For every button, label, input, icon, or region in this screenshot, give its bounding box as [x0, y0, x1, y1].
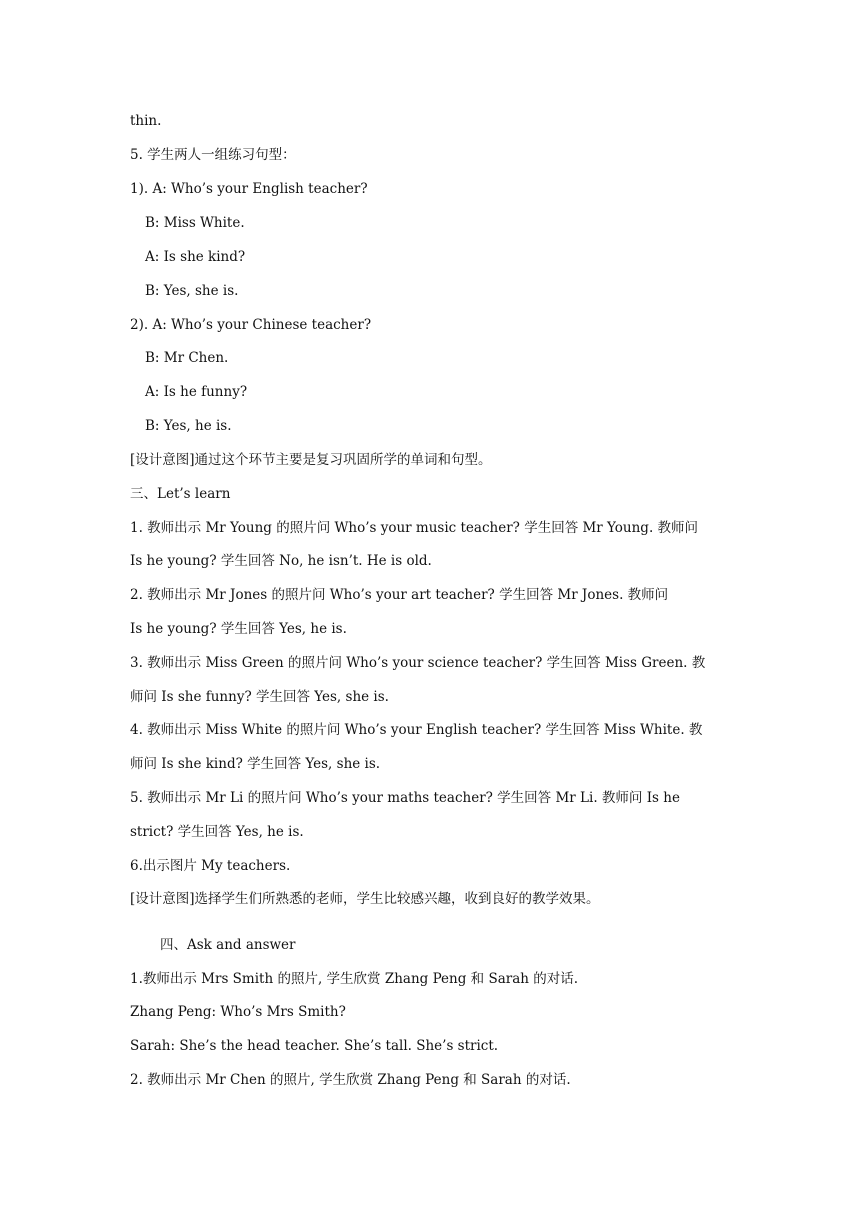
text-line: 师问 Is she kind? 学生回答 Yes, she is. [130, 756, 381, 772]
text-line: Is he young? 学生回答 Yes, he is. [130, 621, 347, 637]
text-line: 师问 Is she funny? 学生回答 Yes, she is. [130, 689, 389, 705]
text-line: B: Yes, she is. [145, 283, 239, 299]
text-line: Sarah: She’s the head teacher. She’s tall. She’s strict. [130, 1038, 499, 1054]
text-line: 5. 学生两人一组练习句型： [130, 147, 296, 163]
text-line: A: Is he funny? [145, 384, 248, 400]
text-line: 3. 教师出示 Miss Green 的照片问 Who’s your science teacher? 学生回答 Miss Green. 教 [130, 655, 706, 671]
design-intent-note: [设计意图]通过这个环节主要是复习巩固所学的单词和句型。 [130, 452, 492, 468]
text-line: 2). A: Who’s your Chinese teacher? [130, 317, 372, 333]
text-line: strict? 学生回答 Yes, he is. [130, 824, 304, 840]
text-line: B: Miss White. [145, 215, 245, 231]
text-line: B: Mr Chen. [145, 350, 229, 366]
text-line: 1.教师出示 Mrs Smith 的照片, 学生欣赏 Zhang Peng 和 Sarah 的对话. [130, 971, 579, 987]
text-line: 1. 教师出示 Mr Young 的照片问 Who’s your music teacher? 学生回答 Mr Young. 教师问 [130, 520, 699, 536]
section-heading: 四、Ask and answer [160, 937, 296, 953]
text-line: thin. [130, 113, 162, 129]
text-line: Is he young? 学生回答 No, he isn’t. He is old. [130, 553, 432, 569]
text-line: 2. 教师出示 Mr Chen 的照片, 学生欣赏 Zhang Peng 和 Sarah 的对话. [130, 1072, 571, 1088]
text-line: Zhang Peng: Who’s Mrs Smith? [130, 1004, 346, 1020]
text-line: B: Yes, he is. [145, 418, 232, 434]
text-line: 5. 教师出示 Mr Li 的照片问 Who’s your maths teacher? 学生回答 Mr Li. 教师问 Is he [130, 790, 680, 806]
text-line: 4. 教师出示 Miss White 的照片问 Who’s your English teacher? 学生回答 Miss White. 教 [130, 722, 703, 738]
design-intent-note: [设计意图]选择学生们所熟悉的老师，学生比较感兴趣，收到良好的教学效果。 [130, 891, 600, 907]
text-line: A: Is she kind? [145, 249, 246, 265]
section-heading: 三、Let’s learn [130, 486, 231, 502]
text-line: 6.出示图片 My teachers. [130, 858, 291, 874]
text-line: 2. 教师出示 Mr Jones 的照片问 Who’s your art teacher? 学生回答 Mr Jones. 教师问 [130, 587, 669, 603]
text-line: 1). A: Who’s your English teacher? [130, 181, 368, 197]
